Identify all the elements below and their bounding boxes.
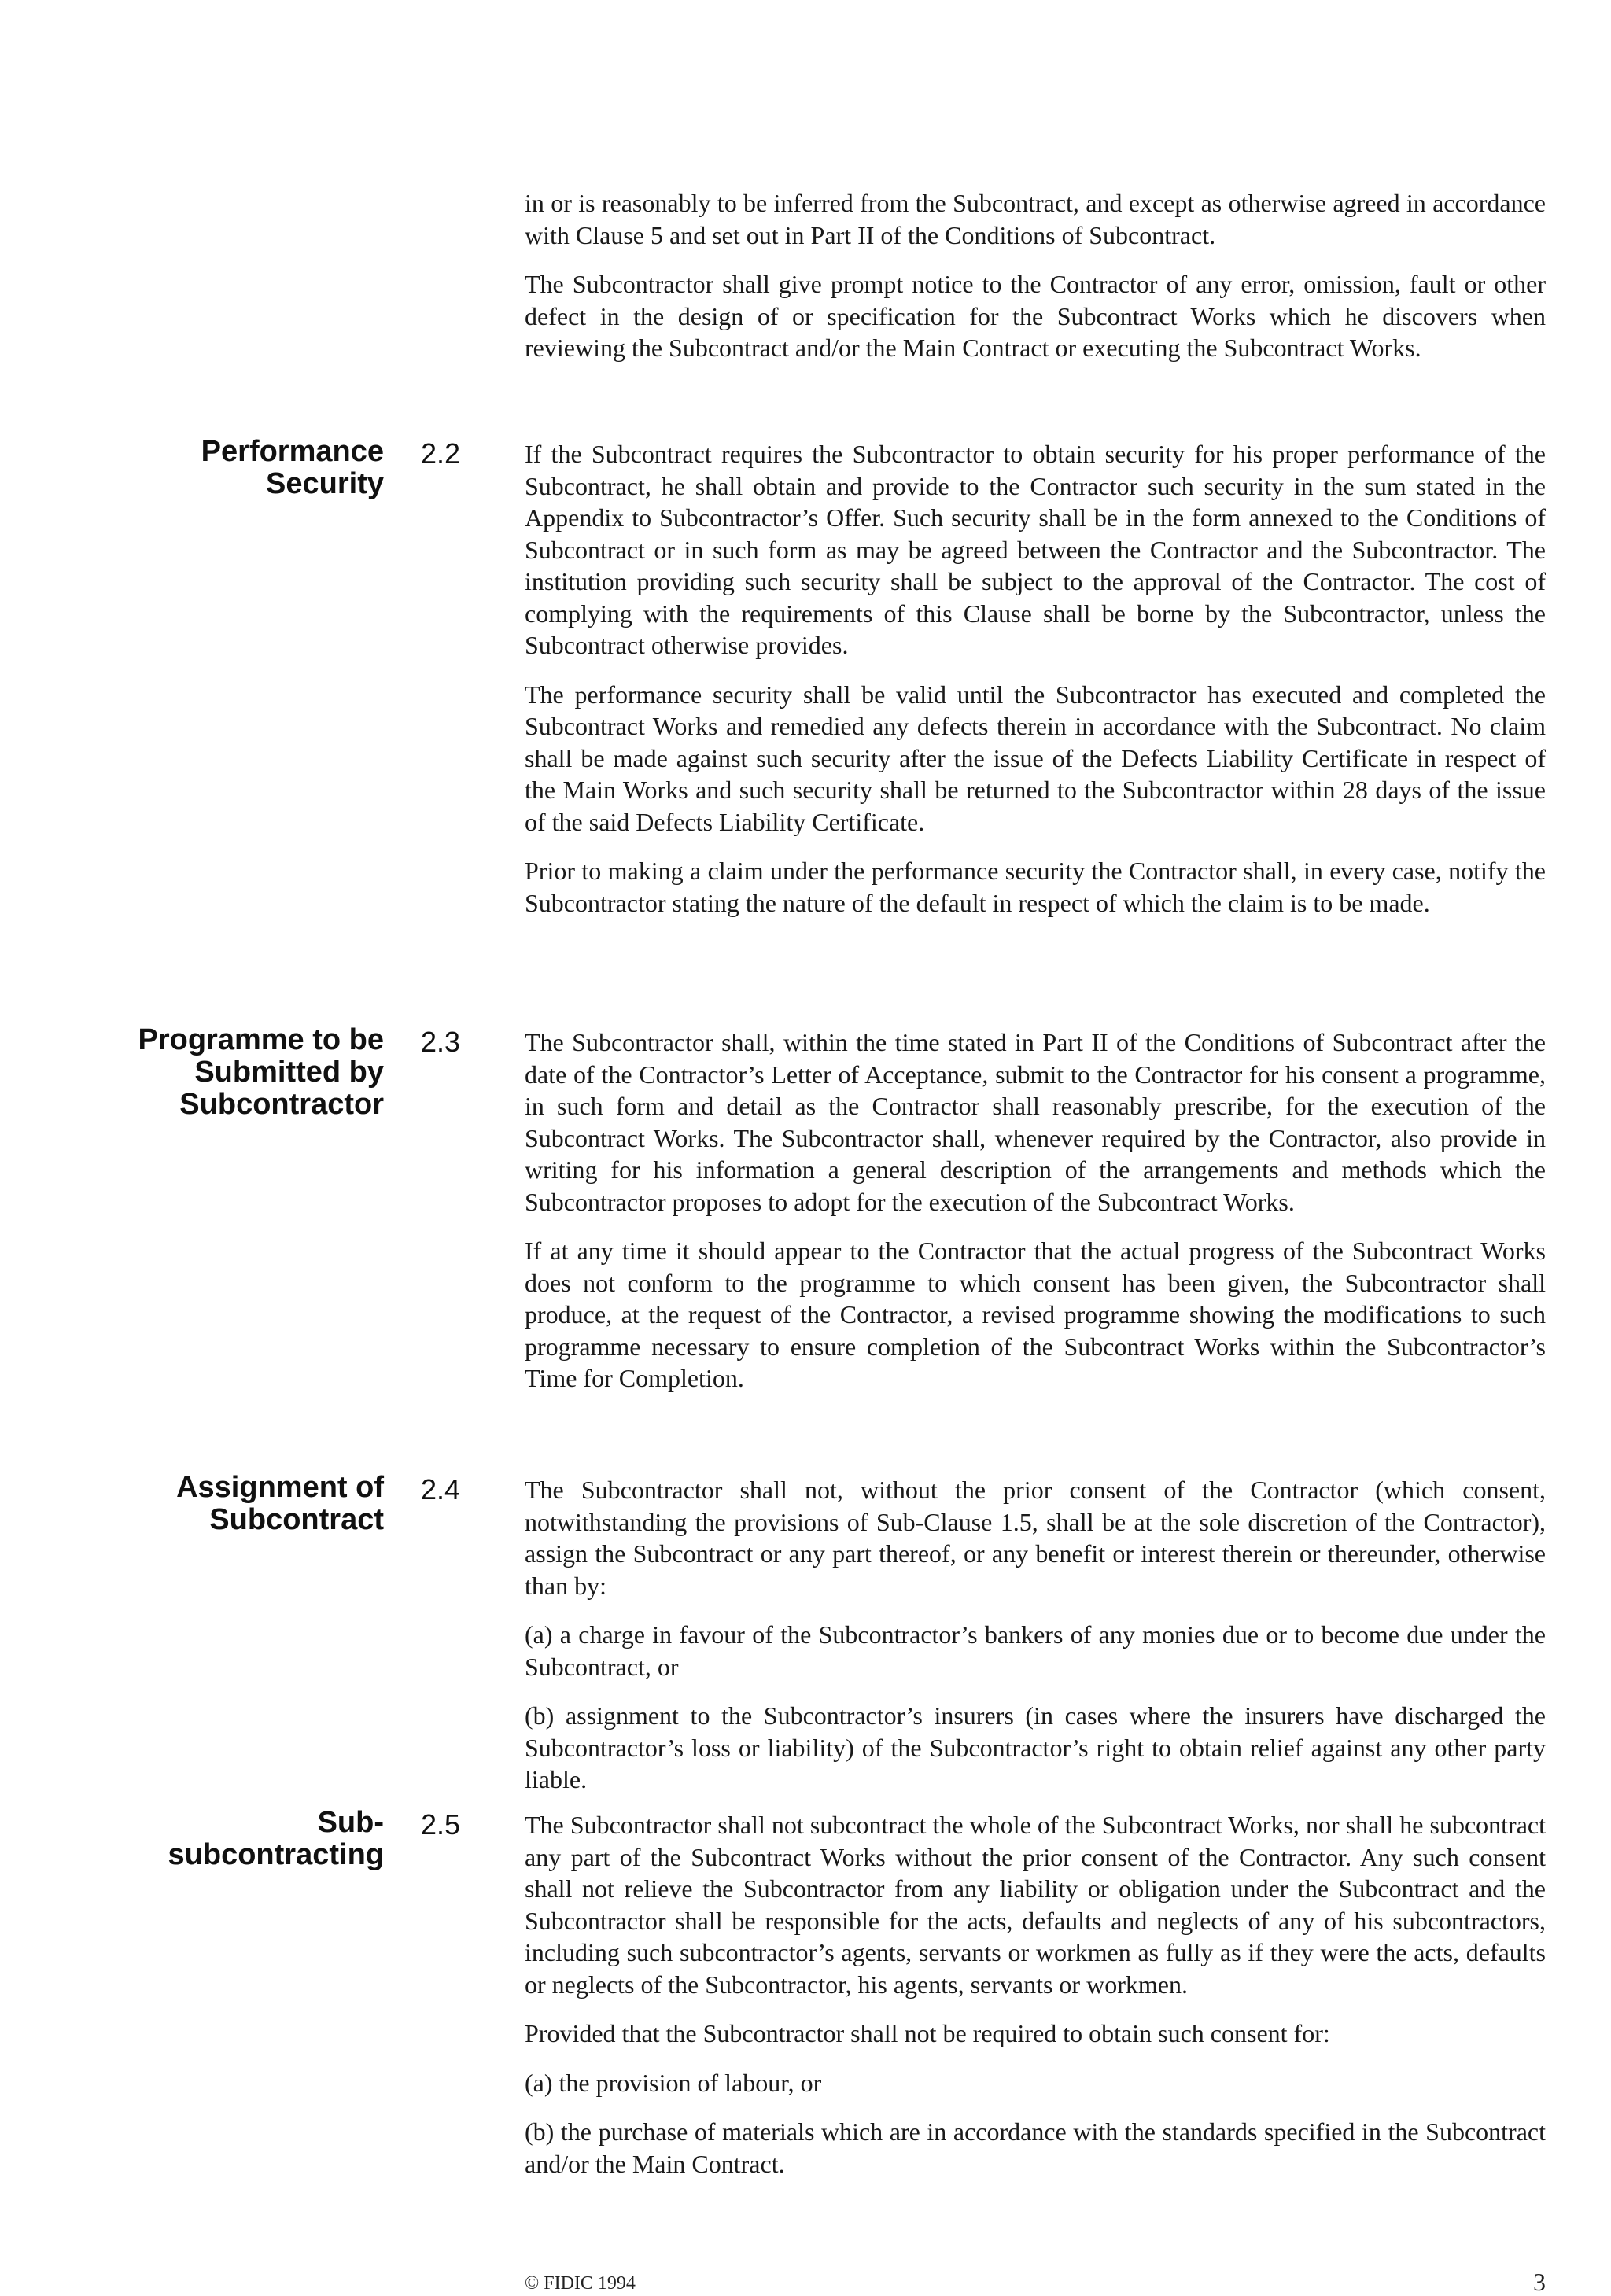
intro-paragraph: The Subcontractor shall give prompt notice to the Contractor of any error, omission, fault or other defect in the design of or specification for the Subcontract Works which he discovers when reviewing the Subcontract and/or the Main Contract or executing the Subcontract Works. [525, 270, 1546, 362]
clause-number: 2.3 [421, 1026, 461, 1058]
clause-body [525, 1809, 1546, 2197]
clause-paragraph: The performance security shall be valid until the Subcontractor has executed and completed the Subcontract Works and remedied any defects therein in accordance with the Subcontract. No claim shall be made against such security after the issue of the Defects Liability Certificate in respect of the Main Works and such security shall be returned to the Subcontractor within 28 days of the issue of the said Defects Liability Certificate. [525, 680, 1546, 836]
clause-heading: Sub- subcontracting [168, 1806, 384, 1871]
clause-paragraph: The Subcontractor shall not, without the prior consent of the Contractor (which consent, notwithstanding the provisions of Sub-Clause 1.5, shall be at the sole discretion of the Contractor), assign the Subcontract or any part thereof, or any benefit or interest therein or thereunder, otherwise than by: [525, 1476, 1546, 1600]
page-number: 3 [1533, 2268, 1546, 2296]
clause-number: 2.4 [421, 1473, 461, 1505]
clause-paragraph: The Subcontractor shall, within the time stated in Part II of the Conditions of Subcontract after the date of the Contractor’s Letter of Acceptance, submit to the Contractor for his consent a programme, in such form and detail as the Contractor shall reasonably prescribe, for the execution of the Subcontract Works. The Subcontractor shall, whenever required by the Contractor, also provide in writing for his information a general description of the arrangements and methods which the Subcontractor proposes to adopt for the execution of the Subcontract Works. [525, 1028, 1546, 1216]
clause-paragraph: If the Subcontract requires the Subcontractor to obtain security for his proper performance of the Subcontract, he shall obtain and provide to the Contractor such security in the sum stated in the Appendix to Subcontractor’s Offer. Such security shall be in the form annexed to the Conditions of Subcontract or in such form as may be agreed between the Contractor and the Subcontractor. The institution providing such security shall be subject to the approval of the Contractor. The cost of complying with the requirements of this Clause shall be borne by the Subcontractor, unless the Subcontract otherwise provides. [525, 440, 1546, 659]
clause-body [525, 438, 1546, 936]
clause-paragraph: The Subcontractor shall not subcontract the whole of the Subcontract Works, nor shall he subcontract any part of the Subcontract Works without the prior consent of the Contractor. Any such consent shall not relieve the Subcontractor from any liability or obligation under the Subcontract and the Subcontractor shall be responsible for the acts, defaults and neglects of any of his subcontractors, including such subcontractor’s agents, servants or workmen as fully as if they were the acts, defaults or neglects of the Subcontractor, his agents, servants or workmen. [525, 1811, 1546, 1999]
clause-paragraph: Prior to making a claim under the performance security the Contractor shall, in every case, notify the Subcontractor stating the nature of the default in respect of which the claim is to be made. [525, 857, 1546, 917]
clause-paragraph: (a) a charge in favour of the Subcontractor’s bankers of any monies due or to become due under the Subcontract, or [525, 1620, 1546, 1681]
intro-paragraph: in or is reasonably to be inferred from the Subcontract, and except as otherwise agreed in accordance with Clause 5 and set out in Part II of the Conditions of Subcontract. [525, 189, 1546, 249]
clause-paragraph: (b) assignment to the Subcontractor’s insurers (in cases where the insurers have discharged the Subcontractor’s loss or liability) of the Subcontractor’s right to obtain relief against any other party liable. [525, 1701, 1546, 1793]
clause-paragraph: Provided that the Subcontractor shall not be required to obtain such consent for: [525, 2019, 1330, 2047]
clause-paragraph: (b) the purchase of materials which are in accordance with the standards specified in the Subcontract and/or the Main Contract. [525, 2117, 1546, 2178]
clause-paragraph: (a) the provision of labour, or [525, 2068, 822, 2097]
clause-heading: Performance Security [201, 435, 384, 500]
clause-body [525, 1474, 1546, 1813]
clause-heading: Assignment of Subcontract [176, 1471, 384, 1536]
clause-paragraph: If at any time it should appear to the Contractor that the actual progress of the Subcontract Works does not conform to the programme to which consent has been given, the Subcontractor shall produce, at the request of the Contractor, a revised programme showing the modifications to such programme necessary to ensure completion of the Subcontract Works within the Subcontractor’s Time for Completion. [525, 1236, 1546, 1392]
clause-number: 2.5 [421, 1808, 461, 1841]
footer-copyright: © FIDIC 1994 [525, 2273, 636, 2294]
clause-number: 2.2 [421, 437, 461, 470]
clause-heading: Programme to be Submitted by Subcontractor [138, 1023, 384, 1121]
intro-text [525, 187, 1546, 381]
clause-body [525, 1026, 1546, 1412]
